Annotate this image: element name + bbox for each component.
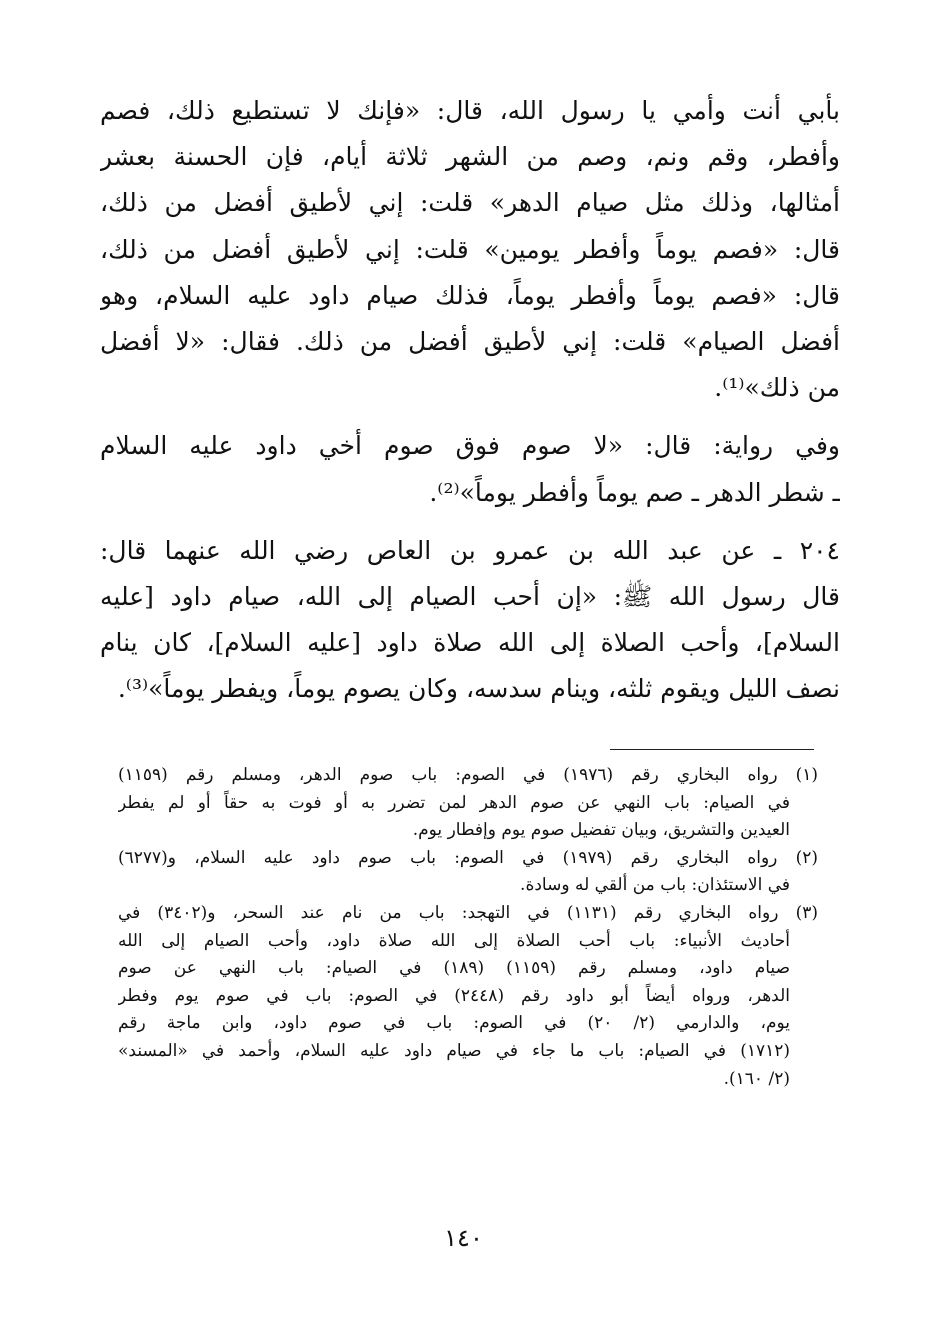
- text-line: ٢٠٤ ـ عن عبد الله بن عمرو بن العاص رضي الله عنهما قال:: [100, 535, 840, 565]
- footnote-number: (١): [795, 765, 818, 785]
- text-line: أفضل الصيام» قلت: إني لأطيق أفضل من ذلك. فقال: «لا أفضل: [100, 327, 840, 357]
- footnote-line: الدهر، ورواه أيضاً أبو داود رقم (٢٤٤٨) في الصوم: باب في صوم يوم وفطر: [118, 985, 791, 1006]
- footnote-line: أحاديث الأنبياء: باب أحب الصلاة إلى الله صلاة داود، وأحب الصيام إلى الله: [118, 930, 790, 951]
- footnote-text: رواه البخاري رقم (١٩٧٩) في الصوم: باب صوم داود عليه السلام، و(٦٢٧٧): [118, 847, 778, 868]
- footnote-number: (٣): [795, 902, 818, 923]
- main-text: [100, 88, 840, 713]
- footnote-line: (٢/ ١٦٠).: [723, 1068, 790, 1089]
- footnote-number: (٢): [795, 847, 818, 868]
- footnote-line: العيدين والتشريق، وبيان تفضيل صوم يوم وإفطار يوم.: [412, 820, 790, 841]
- footnote-line: في الصيام: باب النهي عن صوم الدهر لمن تضرر به أو فوت به حقاً أو لم يفطر: [118, 792, 790, 813]
- paragraph-gap: [100, 516, 840, 528]
- text-line: قال: «فصم يوماً وأفطر يوماً، فذلك صيام داود عليه السلام، وهو: [100, 280, 840, 310]
- paragraph: [100, 528, 840, 713]
- footnote-text: رواه البخاري رقم (١٩٧٦) في الصوم: باب صوم الدهر، ومسلم رقم (١١٥٩): [118, 765, 778, 785]
- text-line: قال: «فصم يوماً وأفطر يومين» قلت: إني لأطيق أفضل من ذلك،: [100, 234, 840, 264]
- footnote-line: صيام داود، ومسلم رقم (١١٥٩) (١٨٩) في الصيام: باب النهي عن صوم: [118, 958, 790, 979]
- footnote-separator: [610, 749, 814, 750]
- footnote: [118, 900, 818, 1093]
- paragraph: [100, 88, 840, 411]
- text-line: من ذلك»⁽¹⁾.: [714, 373, 840, 403]
- text-line: أمثالها، وذلك مثل صيام الدهر» قلت: إني لأطيق أفضل من ذلك،: [100, 188, 840, 218]
- paragraph: [100, 423, 840, 515]
- footnote-text: رواه البخاري رقم (١١٣١) في التهجد: باب من نام عند السحر، و(٣٤٠٢) في: [118, 902, 779, 923]
- text-line: وأفطر، وقم ونم، وصم من الشهر ثلاثة أيام، فإن الحسنة بعشر: [100, 142, 840, 172]
- footnote-line: [118, 900, 818, 928]
- footnote-line: [118, 762, 818, 790]
- footnote-line: يوم، والدارمي (٢/ ٢٠) في الصوم: باب في صوم داود، وابن ماجة رقم: [118, 1013, 790, 1034]
- footnote-line: [118, 845, 818, 873]
- text-line: نصف الليل ويقوم ثلثه، وينام سدسه، وكان يصوم يوماً، ويفطر يوماً»⁽³⁾.: [117, 674, 840, 704]
- text-line: وفي رواية: قال: «لا صوم فوق صوم أخي داود عليه السلام: [100, 431, 840, 461]
- text-line: ـ شطر الدهر ـ صم يوماً وأفطر يوماً»⁽²⁾.: [429, 477, 840, 507]
- text-line: قال رسول الله ﷺ: «إن أحب الصيام إلى الله، صيام داود [عليه: [100, 582, 840, 612]
- text-line: بأبي أنت وأمي يا رسول الله، قال: «فإنك لا تستطيع ذلك، فصم: [100, 96, 840, 125]
- page-number: ١٤٠: [444, 1224, 483, 1252]
- footnotes: [118, 762, 818, 1093]
- footnote: [118, 762, 818, 845]
- text-line: السلام]، وأحب الصلاة إلى الله صلاة داود [عليه السلام]، كان ينام: [100, 628, 840, 658]
- footnote: [118, 845, 818, 900]
- footnote-line: (١٧١٢) في الصيام: باب ما جاء في صيام داود عليه السلام، وأحمد في «المسند»: [118, 1040, 790, 1061]
- footnote-line: في الاستئذان: باب من ألقي له وسادة.: [520, 875, 790, 896]
- paragraph-gap: [100, 411, 840, 423]
